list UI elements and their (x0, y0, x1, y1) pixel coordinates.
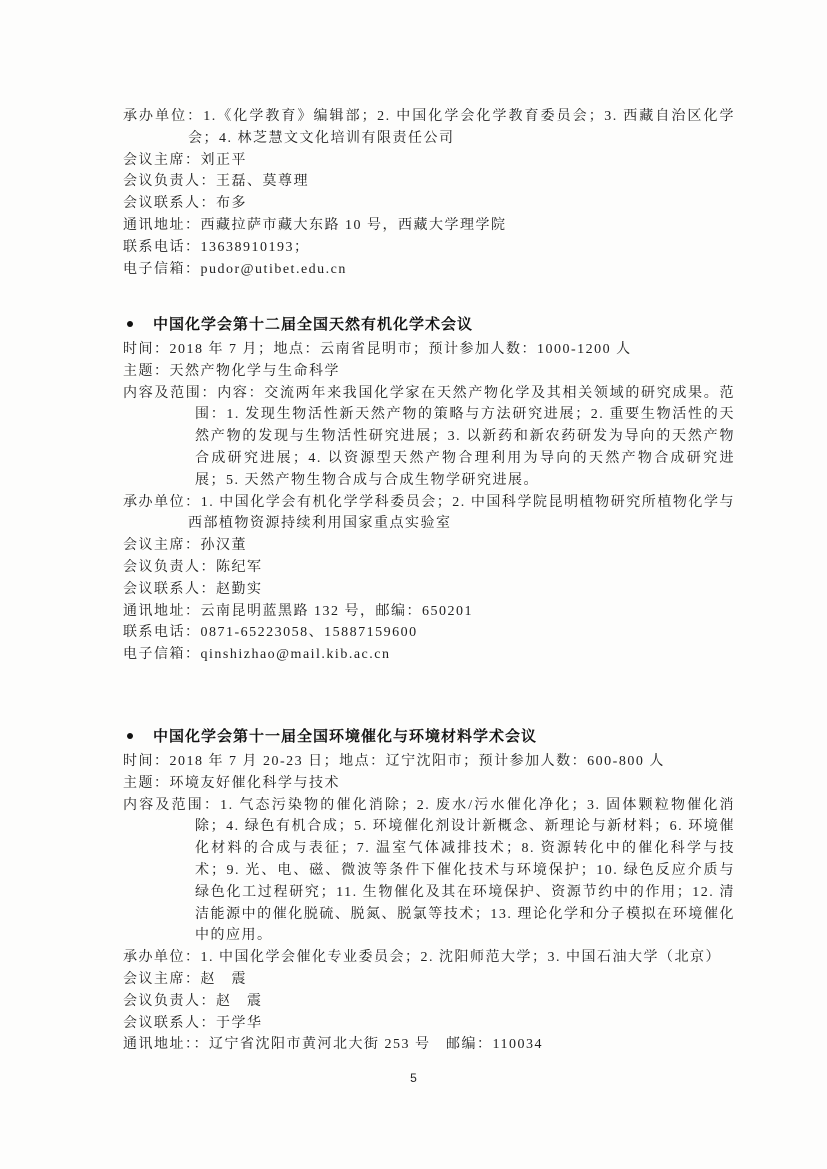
field-label: 会议主席： (123, 971, 201, 987)
entry-fields (123, 339, 735, 666)
field-label: 通讯地址：： (123, 1037, 209, 1053)
entry-field (123, 751, 735, 773)
field-label: 会议主席： (123, 152, 201, 168)
field-value: 0871-65223058、15887159600 (200, 625, 418, 641)
entry-title: 中国化学会第十一届全国环境催化与环境材料学术会议 (153, 728, 538, 745)
field-value: pudor@utibet.edu.cn (200, 261, 347, 277)
field-value: 于学华 (216, 1015, 263, 1031)
conference-entry (123, 313, 735, 666)
bullet-icon (127, 321, 133, 327)
field-label: 电子信箱： (123, 647, 201, 663)
field-value: 赵勤实 (216, 581, 263, 597)
field-value: 内容：交流两年来我国化学家在天然产物化学及其相关领域的研究成果。范围：1. 发现生物活性新天然产物的策略与方法研究进展；2. 重要生物活性的天然产物的发现与生物活性研究进展；3. 以新药和新农药研发为导向的天然产物合成研究进展；4. 以资源型天然产物合理利用为导向的天然产物合成研究进展；5. 天然产物生物合成与合成生物学研究进展。 (195, 385, 736, 488)
entry-fields (123, 751, 735, 1056)
field-label: 承办单位： (123, 109, 204, 124)
field-value: 环境友好催化科学与技术 (169, 775, 340, 791)
field-label: 承办单位： (123, 950, 201, 966)
field-value: 13638910193； (200, 239, 310, 255)
field-value: 刘正平 (200, 152, 247, 168)
field-label: 会议主席： (123, 538, 201, 554)
field-label: 时间： (123, 342, 170, 357)
entry-title: 中国化学会第十二届全国天然有机化学术会议 (153, 316, 474, 333)
field-value: qinshizhao@mail.kib.ac.cn (200, 647, 391, 663)
page-footer (0, 1067, 827, 1089)
entry-field (123, 193, 735, 215)
entry-fields (123, 106, 735, 280)
entry-field (123, 991, 735, 1013)
field-label: 会议负责人： (123, 559, 216, 575)
entry-field (123, 215, 735, 237)
entry-field (123, 947, 735, 969)
field-value: 陈纪军 (216, 559, 263, 575)
field-label: 会议负责人： (123, 993, 216, 1009)
field-label: 联系电话： (123, 239, 201, 255)
entry-field (123, 579, 735, 601)
field-value: 1. 中国化学会催化专业委员会；2. 沈阳师范大学；3. 中国石油大学（北京） (200, 950, 721, 966)
entry-field (123, 1034, 735, 1056)
field-label: 会议联系人： (123, 581, 216, 597)
field-value: 1. 中国化学会有机化学学科委员会；2. 中国科学院昆明植物研究所植物化学与西部植物资源持续利用国家重点实验室 (188, 494, 735, 532)
bullet-icon (127, 733, 133, 739)
entry-field (123, 339, 735, 361)
entry-field (123, 259, 735, 281)
field-value: 赵 震 (200, 971, 247, 987)
field-label: 联系电话： (123, 625, 201, 641)
conference-entry (123, 106, 735, 280)
entry-field (123, 557, 735, 579)
field-value: 辽宁省沈阳市黄河北大街 253 号 邮编：110034 (209, 1037, 543, 1053)
entry-field (123, 773, 735, 795)
field-label: 内容及范围： (123, 797, 221, 813)
entry-field (123, 383, 735, 492)
entry-field (123, 535, 735, 557)
field-value: 云南昆明蓝黑路 132 号，邮编：650201 (200, 603, 473, 619)
field-value: 孙汉董 (200, 538, 247, 554)
field-label: 会议联系人： (123, 1015, 216, 1031)
entry-field (123, 601, 735, 623)
field-value: 天然产物化学与生命科学 (169, 363, 340, 379)
entry-field (123, 969, 735, 991)
entry-title-line (123, 725, 735, 749)
entry-field (123, 492, 735, 536)
entry-field (123, 171, 735, 193)
field-label: 通讯地址： (123, 217, 201, 233)
field-label: 主题： (123, 363, 170, 379)
field-label: 承办单位： (123, 494, 201, 510)
field-label: 内容及范围： (123, 385, 218, 401)
entry-field (123, 237, 735, 259)
entry-field (123, 361, 735, 383)
page-number: 5 (410, 1071, 417, 1085)
field-value: 王磊、莫尊理 (216, 174, 309, 190)
field-label: 主题： (123, 775, 170, 791)
field-label: 时间： (123, 754, 170, 769)
field-label: 通讯地址： (123, 603, 201, 619)
field-label: 电子信箱： (123, 261, 201, 277)
field-value: 2018 年 7 月 20-23 日；地点：辽宁沈阳市；预计参加人数：600-800 人 (169, 754, 665, 769)
entry-field (123, 1013, 735, 1035)
field-value: 1. 气态污染物的催化消除；2. 废水/污水催化净化；3. 固体颗粒物催化消除；4. 绿色有机合成；5. 环境催化剂设计新概念、新理论与新材料；6. 环境催化材料的合成与表征；7. 温室气体减排技术；8. 资源转化中的催化科学与技术；9. 光、电、磁、微波等条件下催化技术与环境保护；10. 绿色反应介质与绿色化工过程研究；11. 生物催化及其在环境保护、资源节约中的作用；12. 清洁能源中的催化脱硫、脱氮、脱氯等技术；13. 理论化学和分子模拟在环境催化中的应用。 (195, 797, 736, 944)
field-value: 赵 震 (216, 993, 263, 1009)
field-value: 1.《化学教育》编辑部；2. 中国化学会化学教育委员会；3. 西藏自治区化学会；4. 林芝慧文文化培训有限责任公司 (188, 109, 736, 146)
field-value: 西藏拉萨市藏大东路 10 号，西藏大学理学院 (200, 217, 507, 233)
entry-field (123, 106, 735, 150)
field-label: 会议负责人： (123, 174, 216, 190)
entry-field (123, 644, 735, 666)
field-value: 布多 (216, 196, 247, 212)
field-label: 会议联系人： (123, 196, 216, 212)
entry-field (123, 150, 735, 172)
entry-title-line (123, 313, 735, 337)
entry-field (123, 622, 735, 644)
field-value: 2018 年 7 月；地点：云南省昆明市；预计参加人数：1000-1200 人 (169, 342, 632, 357)
entry-field (123, 795, 735, 948)
conference-entry (123, 725, 735, 1056)
